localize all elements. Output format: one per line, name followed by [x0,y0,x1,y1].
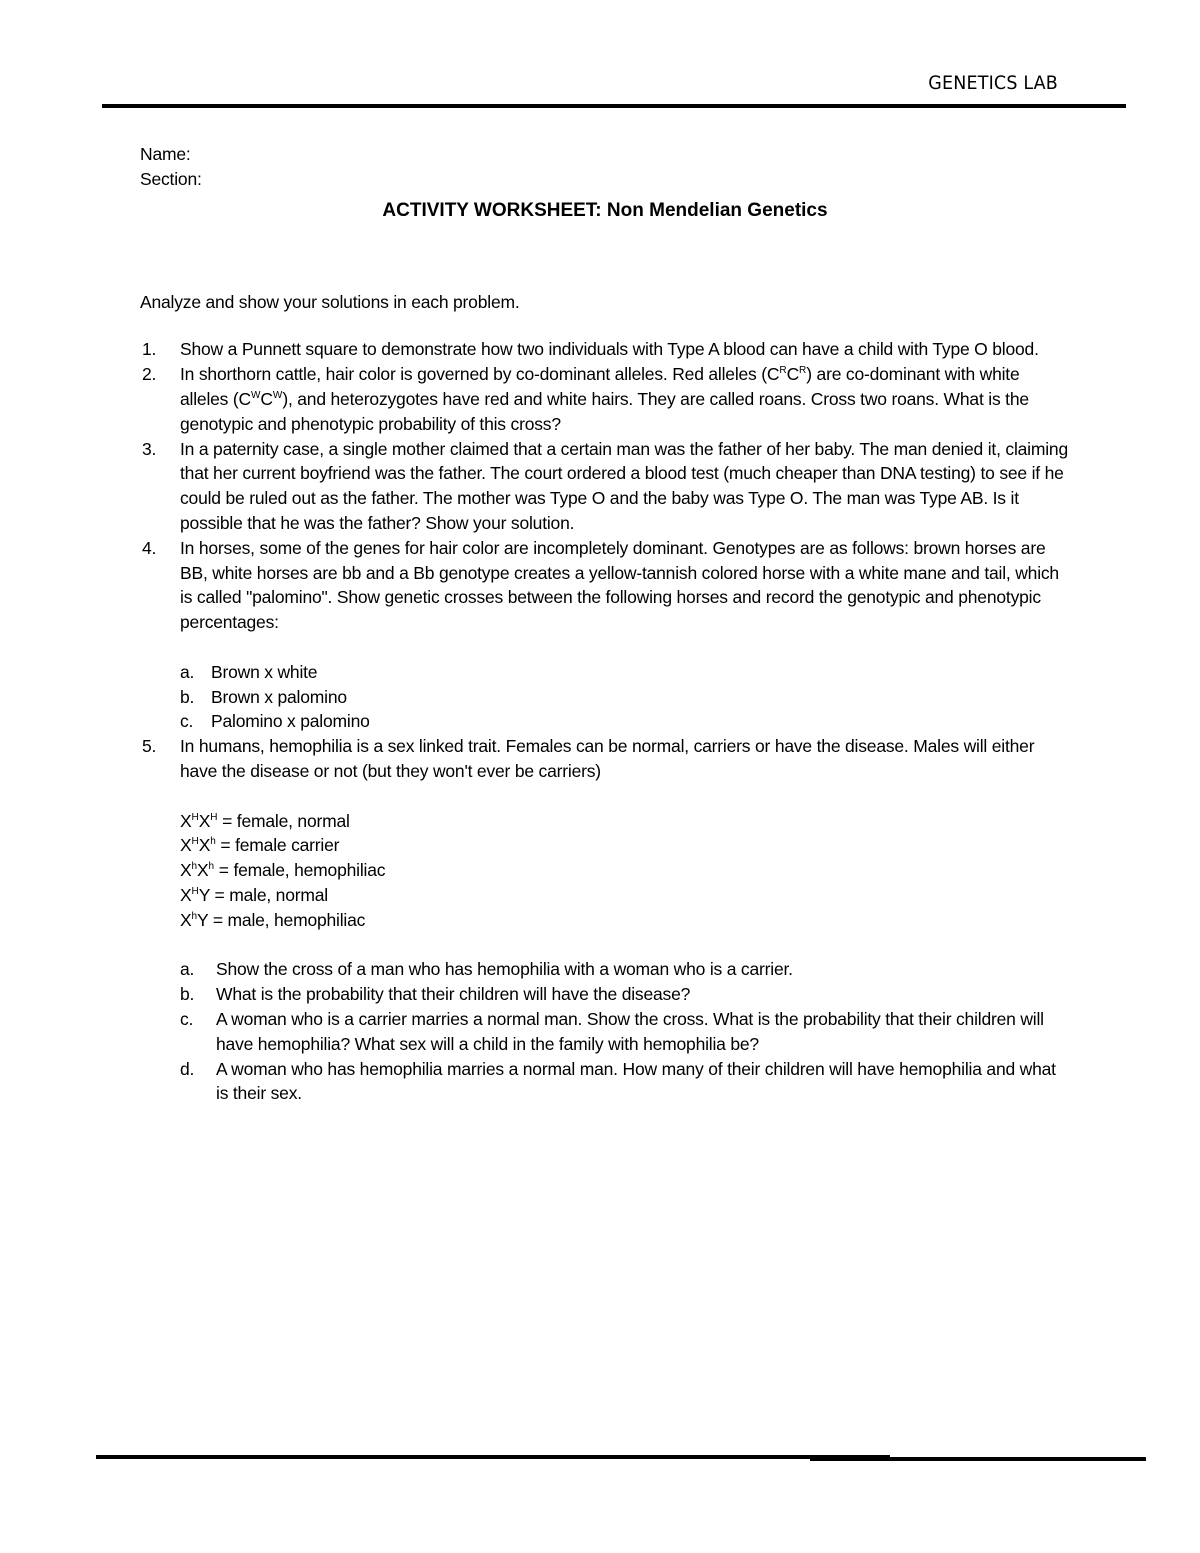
allele-superscript: R [779,365,787,377]
genotype-key [180,809,1070,933]
spacer [180,635,1070,660]
sub-item-letter: a. [180,959,195,980]
genotype-base: X [180,909,192,930]
genotype-line [180,833,1070,858]
spacer [180,784,1070,809]
problem-4 [140,536,1070,734]
sub-item [180,957,1070,982]
text-segment: ) are co-dominant with white alleles (C [180,364,1020,409]
allele-superscript: R [799,365,807,377]
sub-item-letter: a. [180,661,195,682]
genotype-line [180,858,1070,883]
problem-3 [140,437,1070,536]
allele-superscript: W [272,389,283,401]
hemophilia-question-list [180,957,1070,1106]
problem-1 [140,337,1070,362]
genotype-base: X [180,810,192,831]
problem-text: Show a Punnett square to demonstrate how two individuals with Type A blood can have a child with Type O blood. [180,339,1039,360]
genotype-base: X [197,860,209,881]
genotype-superscript: H [191,885,199,897]
genotype-superscript: h [191,861,198,873]
genotype-line [180,908,1070,933]
problem-number: 4. [142,537,157,558]
genotype-base: X [180,884,192,905]
problem-number: 1. [142,339,157,360]
genotype-superscript: h [191,910,198,922]
sub-item-letter: d. [180,1058,195,1079]
sub-item-text: Brown x white [211,661,318,682]
sub-item-letter: c. [180,1008,194,1029]
horse-cross-list [180,660,1070,734]
genotype-superscript: h [210,836,216,848]
problem-2 [140,362,1070,436]
problem-text: In humans, hemophilia is a sex linked trait. Females can be normal, carriers or have the disease. Males will either have the disease or not (but they won't ever be carriers) [180,736,1035,781]
genotype-superscript: H [191,836,199,848]
header-title: GENETICS LAB [928,72,1058,94]
worksheet-title: ACTIVITY WORKSHEET: Non Mendelian Genetics [382,199,828,221]
problem-text: In a paternity case, a single mother claimed that a certain man was the father of her baby. The man denied it, claiming that her current boyfriend was the father. The court ordered a blood test (much cheaper than DNA testing) to see if he could be ruled out as the father. The mother was Type O and the baby was Type O. The man was Type AB. Is it possible that he was the father? Show your solution. [180,438,1068,533]
spacer [180,933,1070,958]
text-segment: In shorthorn cattle, hair color is governed by co-dominant alleles. Red alleles (C [180,364,780,385]
genotype-description: = female carrier [215,835,340,856]
genotype-base: X [180,860,192,881]
problem-number: 3. [142,438,157,459]
text-segment: C [260,388,273,409]
sub-item [180,709,1070,734]
genotype-base: X [198,835,211,856]
section-label: Section: [140,168,202,189]
sub-item-letter: c. [180,711,194,732]
text-segment: C [786,364,800,385]
header-rule [102,104,1126,108]
sub-item [180,982,1070,1007]
page-header [0,0,1200,110]
genotype-base: X [180,835,192,856]
genotype-superscript: h [208,861,215,873]
problem-5 [140,734,1070,1106]
sub-item-text: Show the cross of a man who has hemophilia with a woman who is a carrier. [216,959,793,980]
genotype-description: = male, hemophiliac [208,909,366,930]
sub-item-text: What is the probability that their children will have the disease? [216,984,691,1005]
sub-item [180,685,1070,710]
text-segment: ), and heterozygotes have red and white hairs. They are called roans. Cross two roans. What is the genotypic and phenotypic probability of this cross? [180,388,1029,434]
instructions: Analyze and show your solutions in each problem. [140,291,520,312]
allele-superscript: W [250,389,261,401]
genotype-base: X [198,810,211,831]
sub-item-text: Brown x palomino [211,686,347,707]
genotype-description: = female, hemophiliac [214,860,386,881]
problem-list [140,337,1070,1106]
genotype-line [180,883,1070,908]
problem-text: In horses, some of the genes for hair color are incompletely dominant. Genotypes are as follows: brown horses are BB, white horses are bb and a Bb genotype creates a yellow-tannish colored horse with a white mane and tail, which is called "palomino". Show genetic crosses between the following horses and record the genotypic and phenotypic percentages: [180,537,1059,633]
problem-text [180,364,1029,434]
genotype-description: = female, normal [217,810,350,831]
sub-item [180,660,1070,685]
sub-item-letter: b. [180,686,195,707]
sub-item-text: A woman who is a carrier marries a normal man. Show the cross. What is the probability that their children will have hemophilia? What sex will a child in the family with hemophilia be? [216,1008,1044,1054]
genotype-description: = male, normal [209,884,328,905]
genotype-line [180,809,1070,834]
problem-number: 5. [142,736,157,757]
name-label: Name: [140,144,191,164]
genotype-superscript: H [210,811,218,823]
sub-item-text: Palomino x palomino [211,711,370,732]
footer-rule [96,1455,890,1459]
footer-rule-tail [810,1457,1146,1461]
sub-item [180,1007,1070,1057]
genotype-superscript: H [191,811,199,823]
genotype-base: Y [197,909,209,930]
genotype-base: Y [198,884,210,905]
worksheet-body [140,142,1070,1106]
problem-number: 2. [142,364,157,385]
sub-item [180,1057,1070,1107]
sub-item-letter: b. [180,984,195,1005]
sub-item-text: A woman who has hemophilia marries a normal man. How many of their children will have hemophilia and what is their sex. [216,1058,1056,1104]
